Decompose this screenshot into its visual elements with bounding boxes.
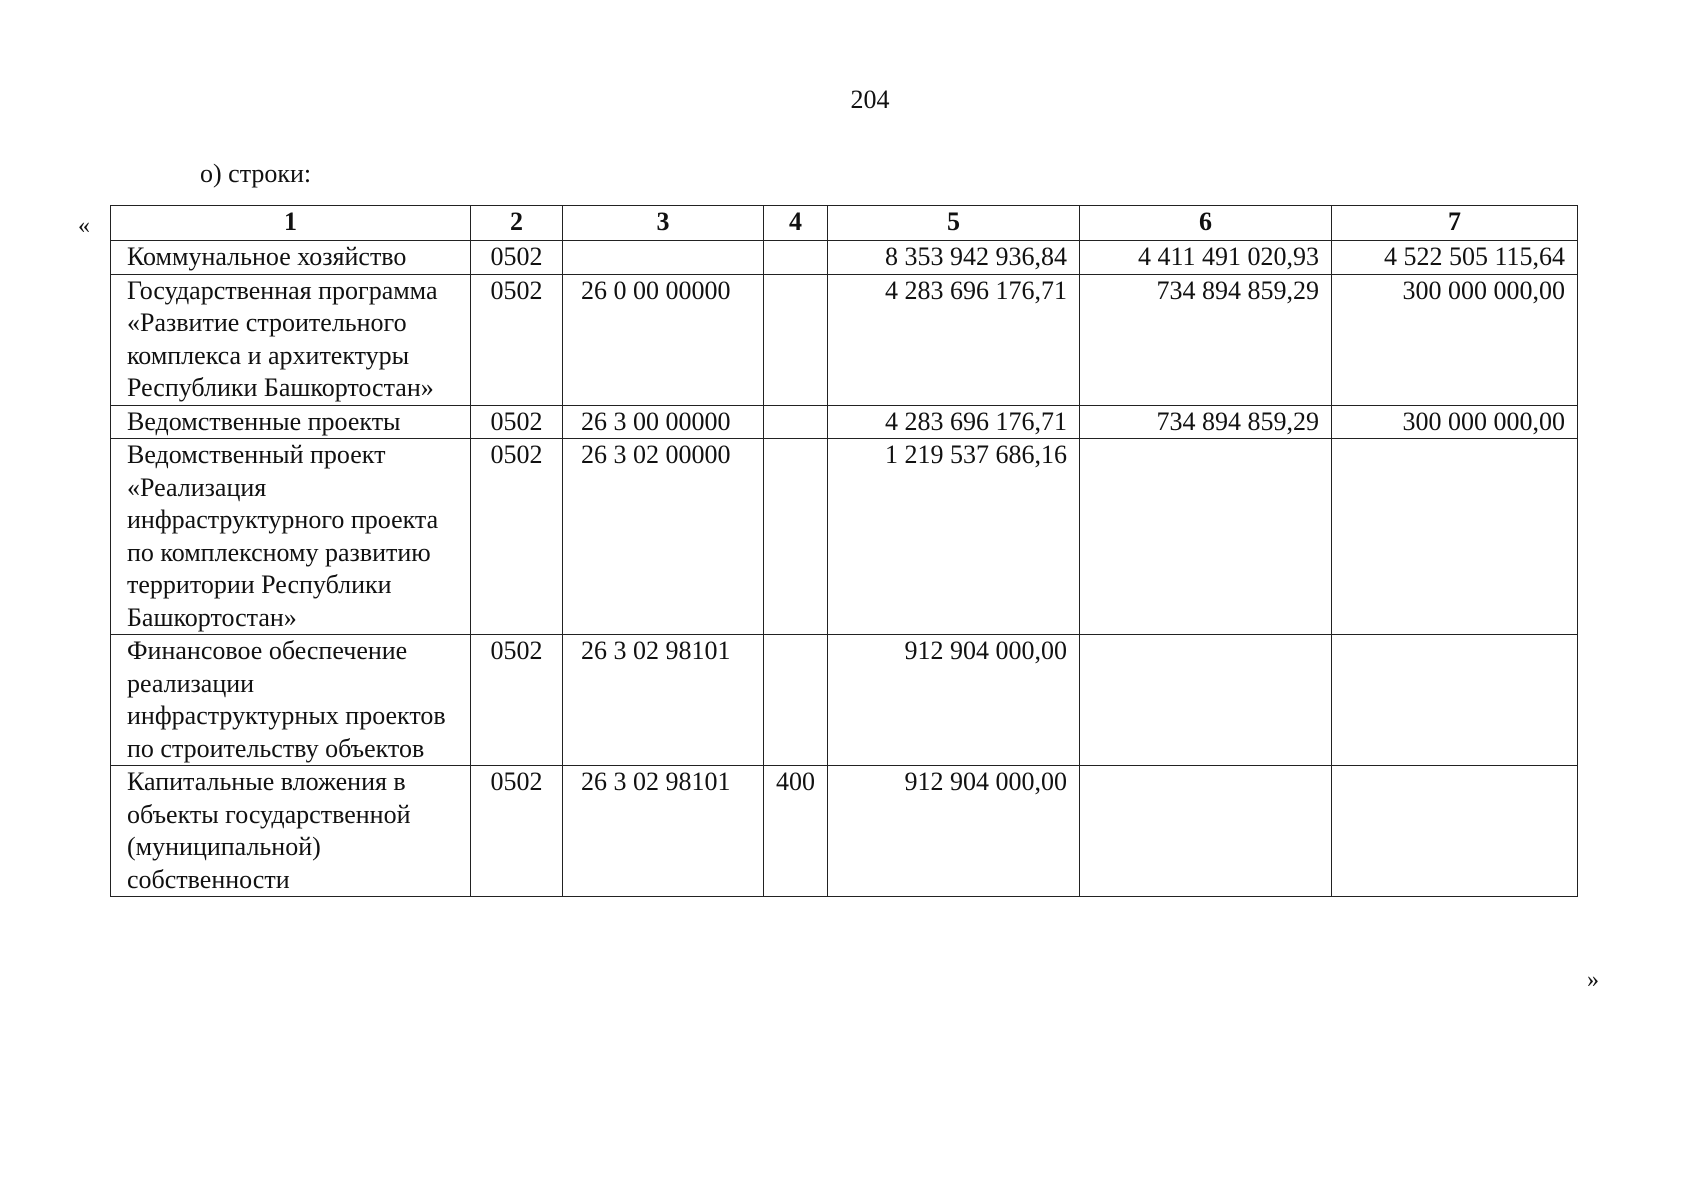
row-target-article: 26 3 02 98101: [563, 766, 764, 897]
row-expense-type: [764, 241, 828, 275]
row-amount-1: 4 283 696 176,71: [828, 405, 1080, 439]
row-amount-2: [1080, 766, 1332, 897]
row-amount-3: 300 000 000,00: [1332, 274, 1578, 405]
table-row: [111, 635, 1578, 766]
row-amount-2: [1080, 439, 1332, 635]
row-expense-type: [764, 405, 828, 439]
row-amount-3: [1332, 766, 1578, 897]
header-row: [111, 206, 1578, 241]
row-expense-type: 400: [764, 766, 828, 897]
row-amount-2: 734 894 859,29: [1080, 274, 1332, 405]
row-section: 0502: [471, 274, 563, 405]
row-name: Финансовое обеспечение реализации инфраструктурных проектов по строительству объектов: [111, 635, 471, 766]
row-target-article: 26 3 02 98101: [563, 635, 764, 766]
row-expense-type: [764, 439, 828, 635]
row-amount-3: [1332, 635, 1578, 766]
page-number: 204: [850, 85, 890, 114]
table-row: [111, 439, 1578, 635]
table-row: [111, 405, 1578, 439]
closing-quote: »: [1587, 967, 1599, 993]
row-name: Ведомственный проект «Реализация инфраструктурного проекта по комплексному развитию территории Республики Башкортостан»: [111, 439, 471, 635]
table-row: [111, 766, 1578, 897]
row-expense-type: [764, 274, 828, 405]
row-section: 0502: [471, 241, 563, 275]
intro-text: о) строки:: [200, 159, 312, 188]
row-target-article: 26 3 02 00000: [563, 439, 764, 635]
row-section: 0502: [471, 439, 563, 635]
row-amount-2: [1080, 635, 1332, 766]
row-amount-2: 4 411 491 020,93: [1080, 241, 1332, 275]
row-name: Ведомственные проекты: [111, 405, 471, 439]
row-target-article: 26 3 00 00000: [563, 405, 764, 439]
table-row: [111, 274, 1578, 405]
row-section: 0502: [471, 766, 563, 897]
row-section: 0502: [471, 635, 563, 766]
budget-table: [110, 205, 1578, 897]
column-header: 1: [111, 206, 471, 241]
column-header: 7: [1332, 206, 1578, 241]
row-target-article: [563, 241, 764, 275]
row-amount-1: 912 904 000,00: [828, 766, 1080, 897]
opening-quote: «: [78, 213, 90, 239]
column-header: 2: [471, 206, 563, 241]
column-header: 4: [764, 206, 828, 241]
row-amount-3: 4 522 505 115,64: [1332, 241, 1578, 275]
row-amount-1: 8 353 942 936,84: [828, 241, 1080, 275]
row-expense-type: [764, 635, 828, 766]
row-amount-1: 4 283 696 176,71: [828, 274, 1080, 405]
row-section: 0502: [471, 405, 563, 439]
row-amount-1: 1 219 537 686,16: [828, 439, 1080, 635]
row-amount-3: [1332, 439, 1578, 635]
row-amount-2: 734 894 859,29: [1080, 405, 1332, 439]
row-target-article: 26 0 00 00000: [563, 274, 764, 405]
row-name: Государственная программа «Развитие строительного комплекса и архитектуры Республики Башкортостан»: [111, 274, 471, 405]
table-row: [111, 241, 1578, 275]
column-header: 6: [1080, 206, 1332, 241]
row-name: Коммунальное хозяйство: [111, 241, 471, 275]
row-name: Капитальные вложения в объекты государственной (муниципальной) собственности: [111, 766, 471, 897]
row-amount-1: 912 904 000,00: [828, 635, 1080, 766]
column-header: 3: [563, 206, 764, 241]
row-amount-3: 300 000 000,00: [1332, 405, 1578, 439]
column-header: 5: [828, 206, 1080, 241]
